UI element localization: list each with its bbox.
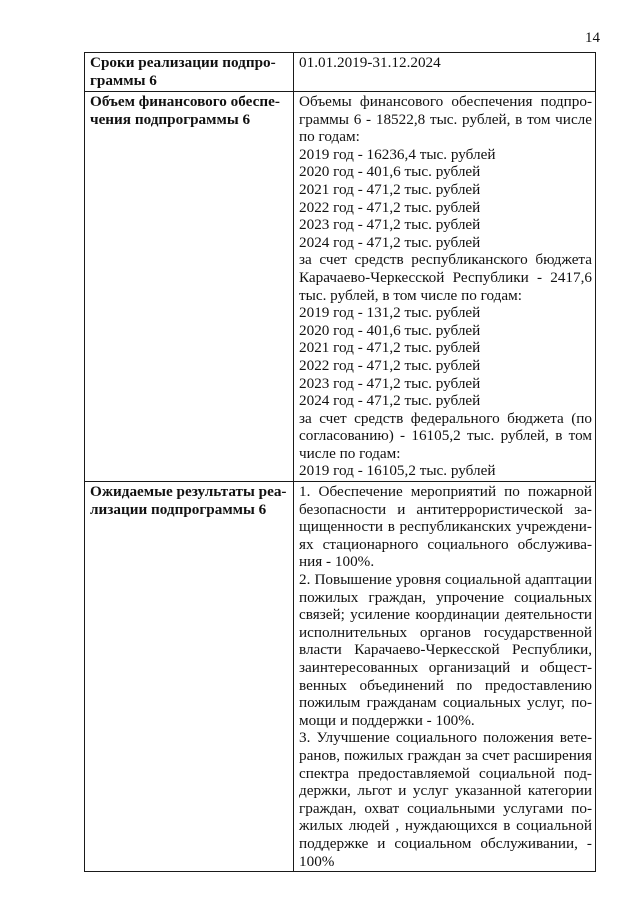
row-value-line: ния - 100%.: [299, 553, 375, 571]
row-value-line: 2. Повышение уровня социальной адаптации: [299, 571, 592, 589]
row-value-line: 2023 год - 471,2 тыс. рублей: [299, 216, 481, 234]
page-number: 14: [585, 30, 600, 46]
row-label-cell: [85, 92, 294, 482]
row-value-line: заинтересованных организаций и общест-: [299, 659, 592, 676]
row-value-line: 2022 год - 471,2 тыс. рублей: [299, 356, 481, 374]
row-value-line: 01.01.2019-31.12.2024: [299, 54, 441, 71]
row-label-line: Ожидаемые результаты реа-: [90, 483, 287, 501]
row-value-line: держки, льгот и услуг указанной категории: [299, 782, 592, 800]
row-label-line: граммы 6: [90, 72, 157, 89]
row-value-cell: [294, 53, 596, 92]
row-label-line: Объем финансового обеспе-: [90, 93, 280, 110]
row-value-line: спектра предоставляемой социальной под-: [299, 764, 592, 782]
row-value-line: граммы 6 - 18522,8 тыс. рублей, в том числе: [299, 110, 592, 128]
row-value-line: венных объединений по предоставлению: [299, 676, 592, 694]
row-label-line: чения подпрограммы 6: [90, 111, 251, 128]
row-value-line: безопасности и антитеррористической за-: [299, 500, 592, 518]
row-value-line: 2023 год - 471,2 тыс. рублей: [299, 374, 481, 392]
row-label-line: Сроки реализации подпро-: [90, 54, 276, 71]
row-value-line: власти Карачаево-Черкесской Республики,: [299, 641, 592, 659]
funding-volume-row: [85, 92, 596, 482]
row-value-line: 2019 год - 131,2 тыс. рублей: [299, 304, 481, 322]
row-value-line: Карачаево-Черкесской Республики - 2417,6: [299, 268, 592, 286]
row-value-line: поддержке и социальном обслуживании, -: [299, 834, 592, 852]
row-value-line: 1. Обеспечение мероприятий по пожарной: [299, 483, 592, 501]
row-value-line: ранов, пожилых граждан за счет расширения: [299, 746, 592, 764]
expected-results-row: [85, 482, 596, 872]
row-value-line: Объемы финансового обеспечения подпро-: [299, 93, 592, 110]
row-value-line: мощи и поддержки - 100%.: [299, 711, 475, 729]
row-value-line: тыс. рублей, в том числе по годам:: [299, 286, 522, 304]
row-value-line: пожилых граждан, упрочение социальных: [299, 588, 592, 606]
row-label-cell: [85, 53, 294, 92]
row-value-line: 2019 год - 16236,4 тыс. рублей: [299, 145, 496, 163]
row-value-line: 2024 год - 471,2 тыс. рублей: [299, 233, 481, 251]
row-value-line: за счет средств республиканского бюджета: [299, 251, 592, 269]
row-value-line: связей; усиление координации деятельности: [299, 606, 592, 624]
row-value-line: 2022 год - 471,2 тыс. рублей: [299, 198, 481, 216]
row-value-line: за счет средств федерального бюджета (по: [299, 409, 592, 427]
implementation-period-row: [85, 53, 596, 92]
row-value-line: 3. Улучшение социального положения вете-: [299, 729, 592, 747]
row-value-line: по годам:: [299, 128, 360, 146]
row-value-line: 2024 год - 471,2 тыс. рублей: [299, 392, 481, 410]
row-value-line: пожилым гражданам социальных услуг, по-: [299, 694, 592, 712]
row-value-line: граждан, охват социальными услугами по-: [299, 799, 592, 817]
row-value-cell: [294, 92, 596, 482]
row-label-line: лизации подпрограммы 6: [90, 501, 267, 519]
row-label-cell: [85, 482, 294, 872]
row-value-line: жилых людей , нуждающихся в социальной: [299, 817, 592, 835]
row-value-line: 2021 год - 471,2 тыс. рублей: [299, 180, 481, 198]
row-value-line: 2020 год - 401,6 тыс. рублей: [299, 163, 481, 181]
row-value-line: ях стационарного социального обслужива-: [299, 535, 592, 553]
subprogram-passport-table: [84, 52, 596, 872]
row-value-line: 2020 год - 401,6 тыс. рублей: [299, 321, 481, 339]
row-value-line: 2019 год - 16105,2 тыс. рублей: [299, 462, 496, 480]
row-value-cell: [294, 482, 596, 872]
table-body: [85, 53, 596, 872]
row-value-line: щищенности в республиканских учреждени-: [299, 518, 592, 536]
row-value-line: исполнительных органов государственной: [299, 623, 592, 641]
row-value-line: числе по годам:: [299, 444, 401, 462]
row-value-line: 2021 год - 471,2 тыс. рублей: [299, 339, 481, 357]
row-value-line: 100%: [299, 852, 335, 870]
row-value-line: согласованию) - 16105,2 тыс. рублей, в том: [299, 427, 592, 445]
